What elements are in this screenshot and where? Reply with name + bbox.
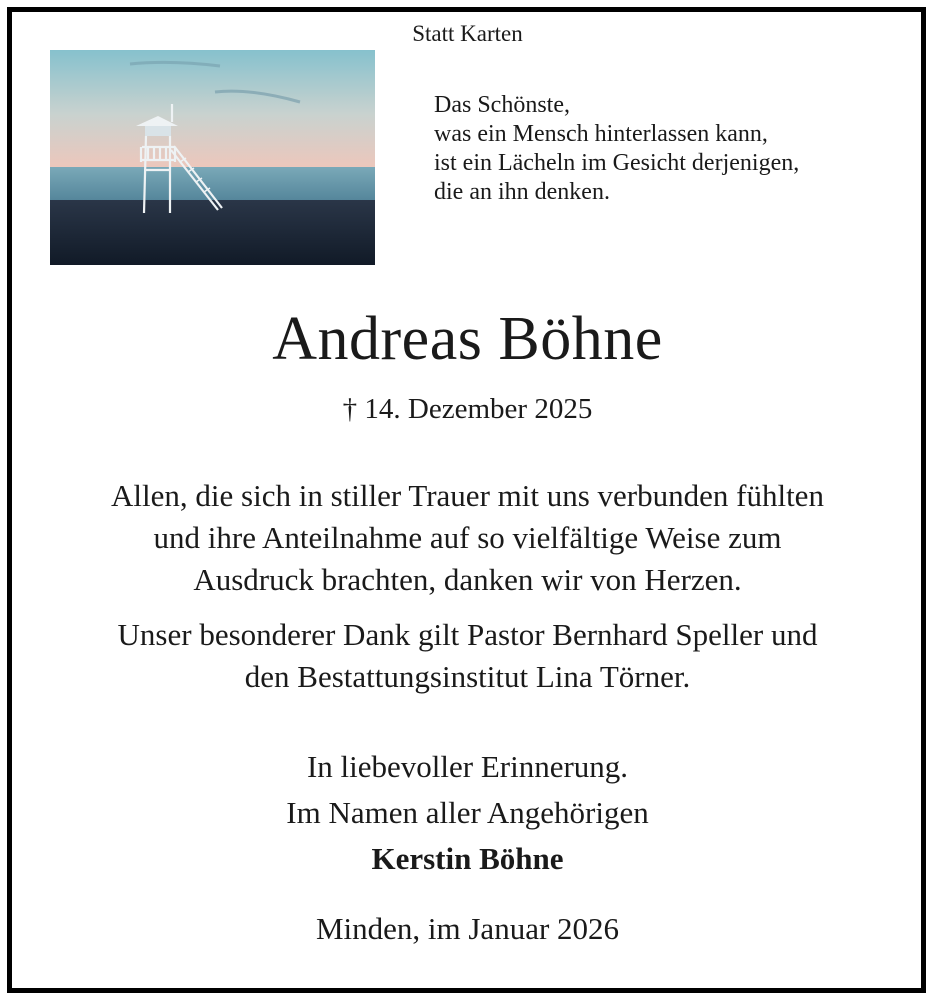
special-thanks-line: Unser besonderer Dank gilt Pastor Bernhard Speller und	[117, 617, 818, 652]
special-thanks-paragraph	[0, 614, 935, 698]
closing-block	[0, 744, 935, 882]
statt-karten-label: Statt Karten	[412, 21, 523, 46]
thanks-line: Allen, die sich in stiller Trauer mit uns verbunden fühlten	[111, 478, 824, 513]
quote-line: die an ihn denken.	[434, 179, 610, 205]
memorial-quote	[434, 91, 799, 207]
on-behalf-line: Im Namen aller Angehörigen	[286, 795, 649, 830]
thanks-line: und ihre Anteilnahme auf so vielfältige Weise zum	[153, 520, 782, 555]
quote-line: Das Schönste,	[434, 92, 570, 118]
quote-line: ist ein Lächeln im Gesicht derjenigen,	[434, 150, 800, 176]
place-and-date: Minden, im Januar 2026	[315, 911, 620, 946]
thanks-paragraph	[0, 475, 935, 601]
lifeguard-tower-beach-photo	[50, 50, 375, 265]
thanks-line: Ausdruck brachten, danken wir von Herzen.	[193, 562, 742, 597]
death-date: † 14. Dezember 2025	[342, 393, 593, 425]
signer-name: Kerstin Böhne	[371, 841, 564, 876]
deceased-name: Andreas Böhne	[272, 305, 663, 373]
remembrance-line: In liebevoller Erinnerung.	[306, 749, 629, 784]
special-thanks-line: den Bestattungsinstitut Lina Törner.	[244, 659, 691, 694]
quote-line: was ein Mensch hinterlassen kann,	[434, 121, 768, 147]
